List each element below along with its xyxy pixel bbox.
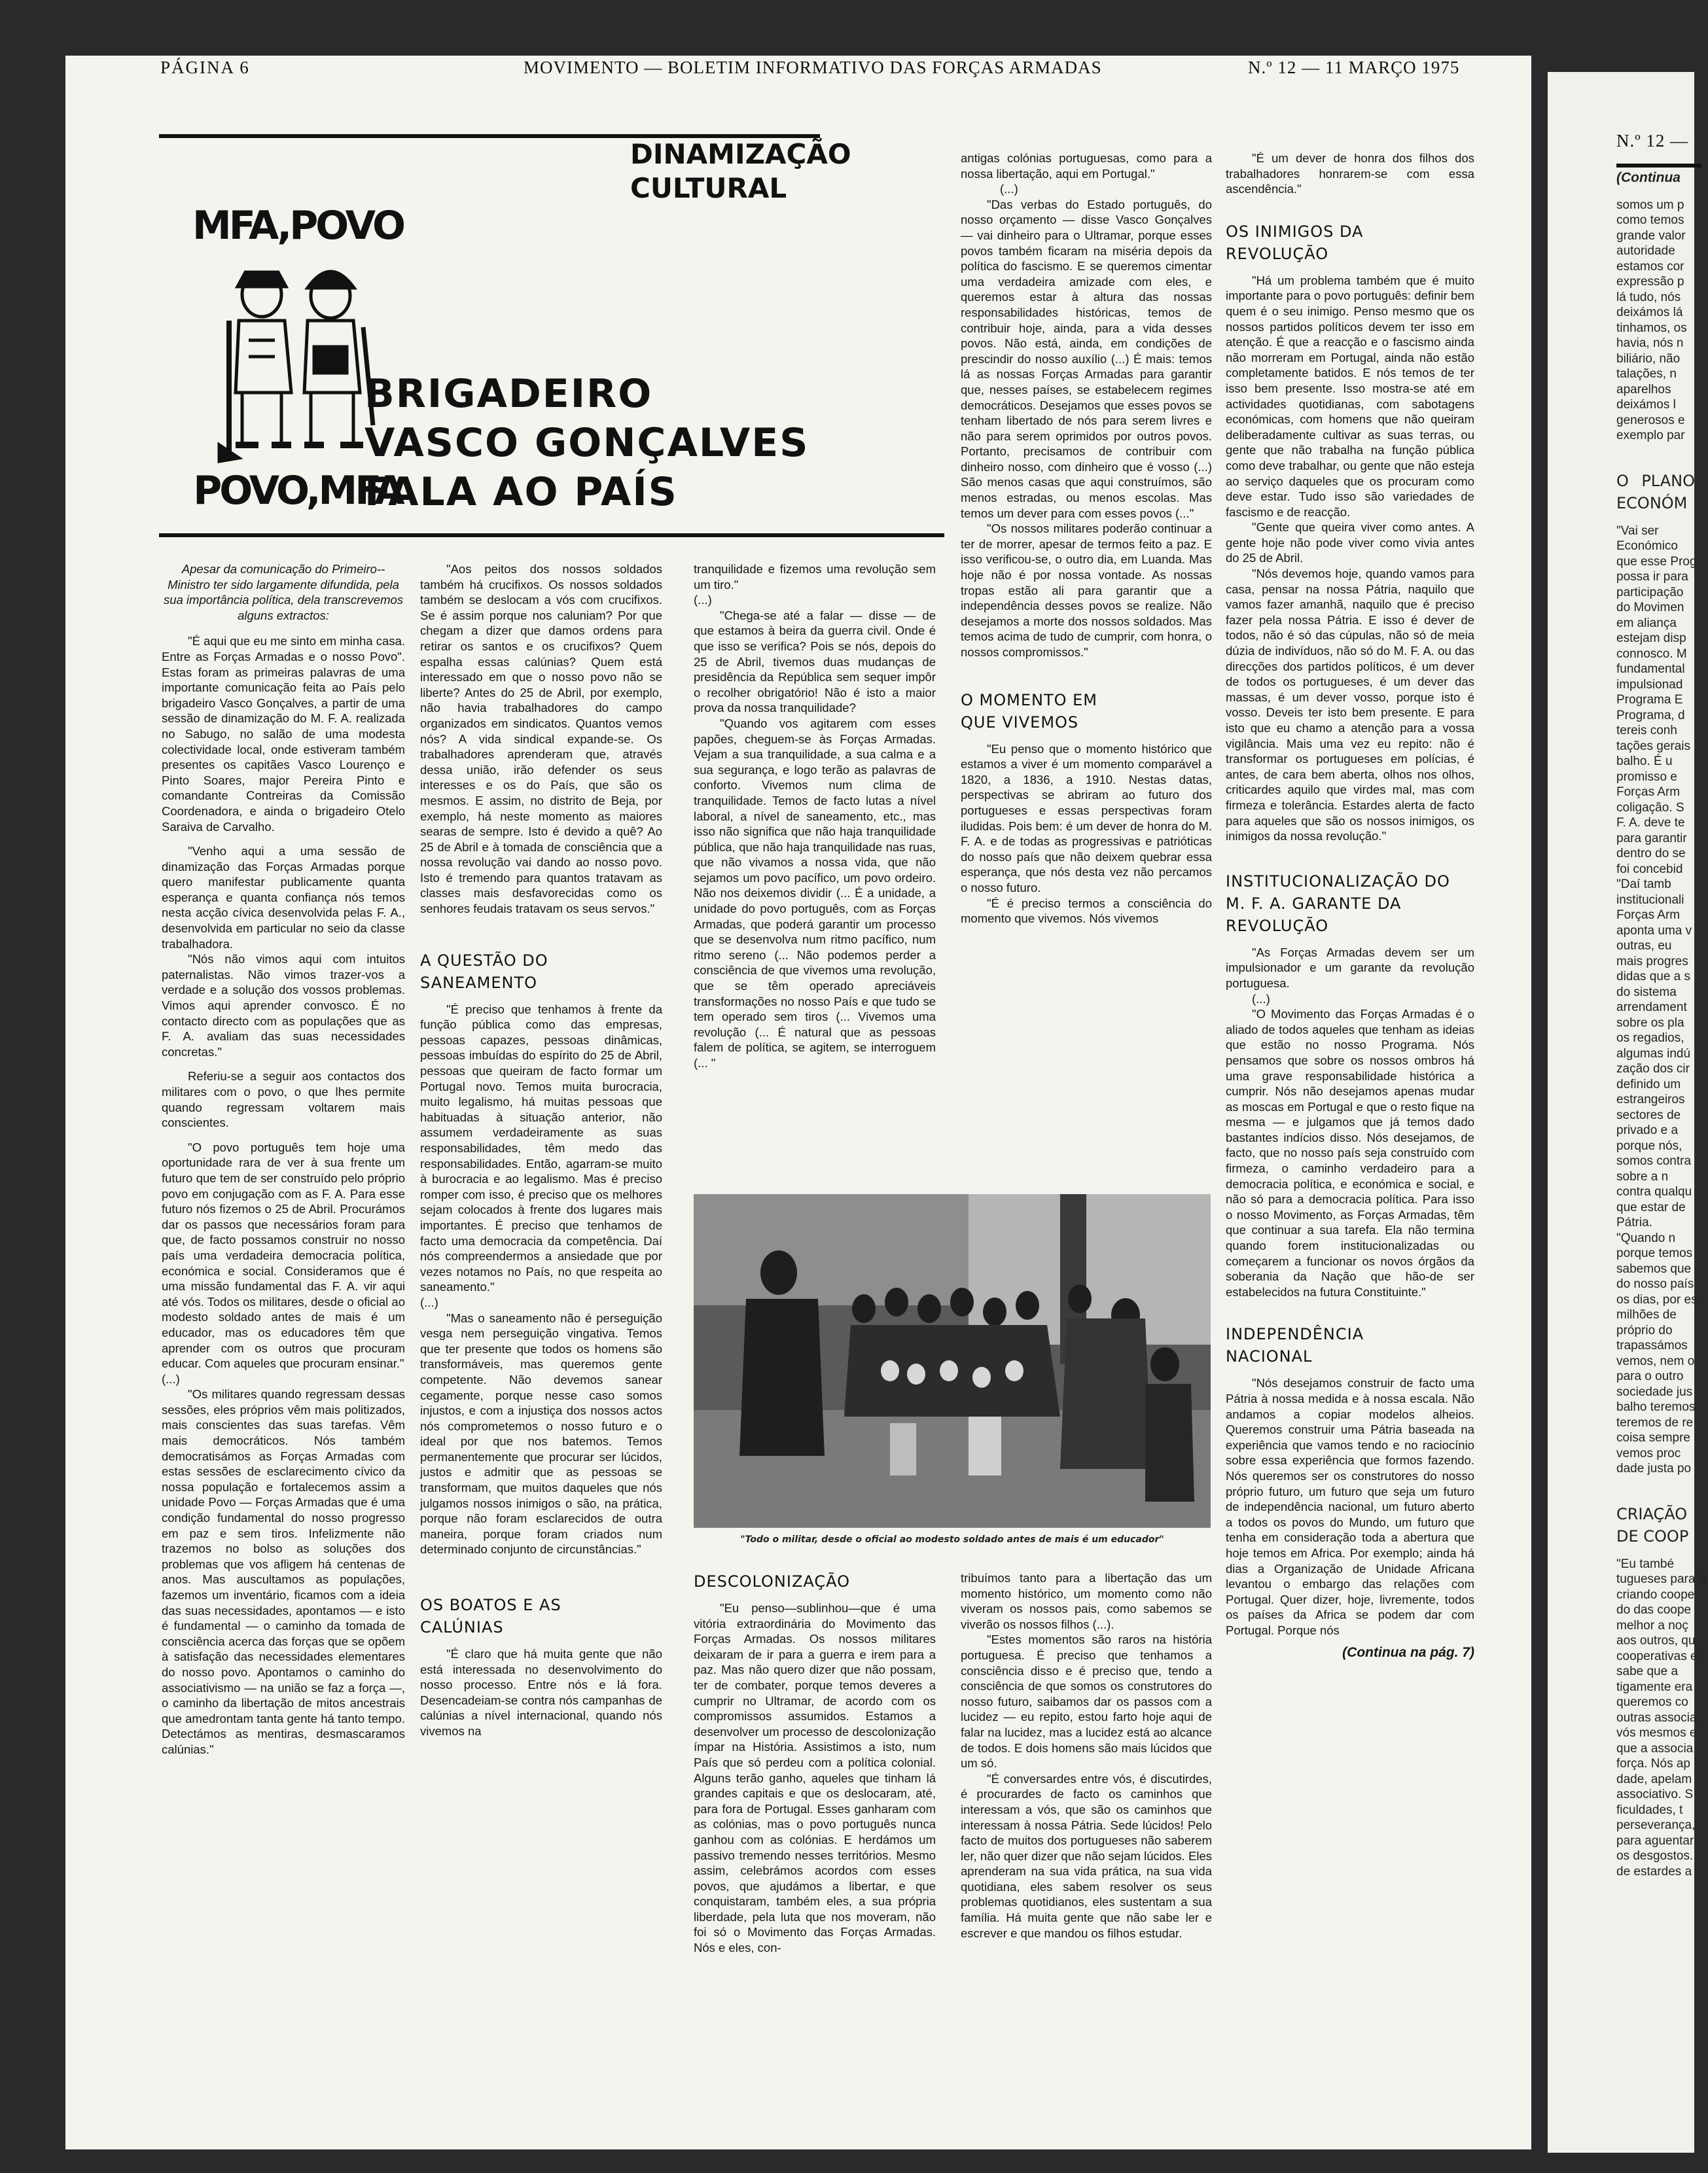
next-page-line: ficuldades, t [1616, 1803, 1683, 1817]
paragraph: "Nós desejamos construir de facto uma Pátria à nossa medida e à nossa escala. Não andamos a copiar modelos alheios. Queremos construir uma Pátria baseada na experiência que vamos tendo e no raciocínio sobre essa experiência que formos fazendo. Nós queremos ser os construtores do nosso próprio futuro, um futuro que seja um futuro de independência nacional, um futuro aberto a todos os povos do Mundo, um futuro que tenha em consideração toda a abertura que hoje temos em Africa. Por exemplo; ainda há dias a Organização de Unidade Africana levantou o embargo das relações com Portugal. Quer dizer, hoje, livremente, todos os países da Africa se podem dar com Portugal. Porque nós [1226, 1376, 1474, 1637]
next-page-continued: (Continua [1616, 170, 1681, 185]
next-page-line: tereis conh [1616, 724, 1677, 737]
article-column-1 [162, 561, 405, 2132]
next-page-line: sectores de [1616, 1108, 1681, 1122]
photo-illustration [694, 1194, 1211, 1528]
issue-date: N.º 12 — 11 MARÇO 1975 [1248, 58, 1460, 77]
next-page-line: para garantir [1616, 831, 1687, 845]
next-page-line: aparelhos [1616, 382, 1671, 397]
subhead-descolonizacao: DESCOLONIZAÇÃO [694, 1572, 851, 1591]
paragraph: "É aqui que eu me sinto em minha casa. Entre as Forças Armadas e o nosso Povo". Estas foram as primeiras palavras de uma importante comunicação feita ao País pelo brigadeiro Vasco Gonçalves, a partir de uma sessão de dinamização do M. F. A. realizada no Sabugo, no salão de uma modesta colectividade local, onde estiveram também presentes os capitães Vasco Lourenço e Pinto Soares, major Pereira Pinto e comandante Contreiras da Comissão Coordenadora, e ainda o brigadeiro Otelo Saraiva de Carvalho. [162, 634, 405, 834]
paragraph: "É conversardes entre vós, é discutirdes, é procurardes de facto os caminhos que interessam a vós, que são os caminhos que interessam à nossa Pátria. Sede lúcidos! Pelo facto de muitos dos portugueses não saberem ler, não quer dizer que não sejam lúcidos. Eles aprenderam na sua vida prática, na sua vida quotidiana, eles sabem resolver os seus problemas quotidianos, eles sustentam a sua família. Há muita gente que não sabe ler e escrever e que mandou os filhos estudar. [961, 1771, 1212, 1940]
next-page-line: os dias, por es [1616, 1292, 1698, 1307]
paragraph: Referiu-se a seguir aos contactos dos militares com o povo, o que lhes permite quando regressam voltarem mais conscientes. [162, 1069, 405, 1130]
logo-top-text: MFA,POVO [192, 203, 403, 249]
next-page-line: estamos cor [1616, 259, 1684, 274]
paragraph: antigas colónias portuguesas, como para a nossa libertação, aqui em Portugal." [961, 151, 1212, 181]
section-label: DINAMIZAÇÃO CULTURAL [630, 138, 851, 204]
logo-bottom-text: POVO,MFA [193, 468, 402, 514]
next-page-line: possa ir para [1616, 570, 1688, 584]
paragraph: (...) [1252, 991, 1270, 1006]
next-page-line: Programa, d [1616, 708, 1685, 722]
next-page-line: queremos co [1616, 1695, 1688, 1709]
next-page-line: autoridade [1616, 244, 1675, 258]
paragraph: "Há um problema também que é muito importante para o povo português: definir bem quem é o seu inimigo. Penso mesmo que os nossos partidos políticos devem ter isso em atenção. É que a reacção e o fascismo ainda não morreram em Portugal, ainda não estão completamente batidos. E nós temos de ter isso bem presente. Isso mostra-se até em actividades quotidianas, com sabotagens económicas, com homens que não queiram deliberadamente cultivar as suas terras, ou gente que não trabalha na função pública como deve trabalhar, ou gente que não esteja ao serviço daqueles que os procuram como deve estar. Tudo isso são variedades de fascismo e de reacção. [1226, 273, 1474, 519]
next-page-line: vemos proc [1616, 1446, 1681, 1460]
paragraph: "Nós devemos hoje, quando vamos para casa, pensar na nossa Pátria, naquilo que vamos fazer amanhã, naquilo que é preciso fazer pela nossa Pátria. E isso é dever de todos, não é só das cúpulas, não só de meia dúzia de indivíduos, não só do M. F. A. ou das direcções dos partidos políticos, é um dever de todos os portugueses, é um dever das massas, é um dever vosso, porque isto é vosso. Deveis ter isto bem presente. E para isto que eu chamo a atenção para a vossa vigilância. Mais uma vez eu repito: não é transformar os portugueses em polícias, é antes, de cara bem aberta, olhos nos olhos, criticardes aquilo que virdes mal, mas com firmeza e tolerância. Estardes alerta de facto para aqueles que são os nossos inimigos, os inimigos da nossa revolução." [1226, 567, 1474, 843]
headline-line-3: FALA AO PAÍS [365, 469, 678, 515]
next-page-line: connosco. M [1616, 646, 1687, 661]
paragraph: "Mas o saneamento não é perseguição vesga nem perseguição vingativa. Temos que ter presente que todos os homens são transformáveis, mas queremos gente competente. Não devemos sanear cegamente, porque nesse caso somos injustos, e com a injustiça dos nossos actos nós comprometemos o nosso futuro e o ideal por que nos batemos. Temos permanentemente que procurar ser lúcidos, justos e admitir que as pessoas se transformam, que muitos daqueles que nós julgamos nossos inimigos o são, na prática, porque não foram esclarecidos de outra maneira, porque foram criados num determinado conjunto de circunstâncias." [420, 1311, 662, 1557]
paragraph: "É preciso que tenhamos à frente da função pública como das empresas, pessoas capazes, pessoas dinâmicas, pessoas imbuídas do espírito do 25 de Abril, pessoas que queiram de facto formar um Portugal novo. Temos muita burocracia, muito legalismo, há muitas pessoas que habituadas à situação anterior, não assumem verdadeiramente as suas responsabilidades, têm medo das responsabilidades. Então, agarram-se muito à burocracia e ao legalismo. Mas é preciso romper com isso, é preciso que os melhores sejam colocados à frente dos lugares mais importantes. É preciso que tenhamos de facto uma democracia da competência. Daí nós compreendermos a ansiedade que por vezes notamos no País, no que respeita ao saneamento." [420, 1002, 662, 1294]
next-page-line: impulsionad [1616, 677, 1683, 692]
next-page-line: Forças Arm [1616, 785, 1681, 799]
next-page-line: os desgostos. [1616, 1849, 1694, 1863]
article-column-4-top [961, 150, 1212, 1204]
next-page-line: próprio do [1616, 1323, 1673, 1337]
paragraph: (...) [694, 593, 712, 607]
next-page-lines [1616, 198, 1708, 444]
paragraph: tribuímos tanto para a libertação das um momento histórico, um momento como não viveram os nossos pais, como sabemos se viverão os nossos filhos (...). [961, 1571, 1212, 1631]
headline-line-1: BRIGADEIRO [365, 371, 653, 417]
next-page-line: balho. É u [1616, 754, 1673, 768]
paragraph: "Quando vos agitarem com esses papões, cheguem-se às Forças Armadas. Vejam a sua tranquilidade, a sua calma e a sua segurança, e logo terão as palavras de conforto. Vivemos num clima de tranquilidade. Temos de facto lutas a nível laboral, a nível de saneamento, etc., mas isso não significa que não haja tranquilidade pública, que não haja tranquilidade nas ruas, que não vivamos a nossa vida, que não sejamos um povo pacífico, um povo ordeiro. Não nos deixemos dividir (... É a unidade, a unidade do povo português, com as Forças Armadas, que poderá garantir um processo que se desenvolva num ritmo pacífico, num ritmo sereno (... Não podemos perder a consciência de que vivemos uma revolução, que se têm operado apreciáveis transformações no nosso País e que tudo se tem operado sem tiros (... Vivemos uma revolução (... É natural que as pessoas falem de política, se agitem, se interroguem (... " [694, 716, 936, 1070]
next-page-line: "Quando n [1616, 1231, 1676, 1245]
next-page-column [1616, 170, 1708, 1879]
next-page-line: somos contra [1616, 1154, 1692, 1168]
next-page-line: teremos de re [1616, 1415, 1694, 1430]
next-page-line: em aliança [1616, 616, 1677, 630]
photo-caption: "Todo o militar, desde o oficial ao modesto soldado antes de mais é um educador" [740, 1534, 1164, 1545]
article-column-3-top [694, 561, 936, 1203]
next-page-line: fundamental [1616, 662, 1685, 676]
next-page-line: tinhamos, os [1616, 321, 1687, 335]
paragraph: "É é preciso termos a consciência do momento que vivemos. Nós vivemos [961, 896, 1212, 926]
next-page-line: outras, eu [1616, 939, 1672, 953]
next-page-line: coligação. S [1616, 800, 1684, 815]
next-page-subhead-plano: O PLANO ECONÓM [1616, 471, 1695, 512]
next-page-line: deixámos lá [1616, 306, 1683, 319]
next-page-lines [1616, 1557, 1708, 1880]
next-page-line: aos outros, qu [1616, 1634, 1696, 1648]
paragraph: "O Movimento das Forças Armadas é o aliado de todos aqueles que tenham as ideias que estão no nosso Programa. Nós pensamos que sobre os nossos ombros há uma grave responsabilidade histórica a cumprir. Nós não desejamos apenas mudar as moscas em Portugal e que o resto fique na mesma — e julgamos que já temos dado bastantes indícios disso. Nós desejamos, de facto, que no nosso país seja construído com firmeza, o caminho verdadeiro para a democracia política, e económica e social, e não só para a democracia política. Para isso o nosso Movimento, as Forças Armadas, têm que continuar a sua tarefa. Ela não termina quando forem institucionalizadas ou começarem a funcionar os novos órgãos da soberania da Nação que hão-de ser estabelecidos na futura Constituinte." [1226, 1007, 1474, 1299]
next-page-line: definido um [1616, 1077, 1681, 1091]
next-page-line: do nosso país [1616, 1277, 1694, 1291]
next-page-line: criando coope [1616, 1587, 1695, 1602]
next-page-line: para o outro [1616, 1369, 1684, 1383]
paragraph: "É claro que há muita gente que não está interessada no desenvolvimento do nosso processo. Entre nós e lá fora. Desencadeiam-se contra nós campanhas de calúnias a nível internacional, quando nós vivemos na [420, 1647, 662, 1738]
next-page-line: Forças Arm [1616, 908, 1681, 922]
article-column-5 [1226, 150, 1474, 2133]
next-page-line: do Movimen [1616, 601, 1684, 614]
next-page-line: estrangeiros [1616, 1093, 1685, 1106]
next-page-line: zação dos cir [1616, 1062, 1690, 1076]
next-page-line: somos um p [1616, 198, 1684, 212]
next-page-line: generosos e [1616, 413, 1685, 427]
next-page-line: como temos [1616, 213, 1684, 227]
next-page-issue: N.º 12 — [1616, 131, 1689, 150]
paragraph: "Venho aqui a uma sessão de dinamização das Forças Armadas porque quero manifestar publicamente quanta esperança e quanta confiança nós temos nesta acção cívica desenvolvida pelas F. A., desenvolvida em particular no seio da classe trabalhadora. [162, 844, 405, 951]
next-page-line: deixámos l [1616, 398, 1676, 412]
subhead-institucionalizacao: INSTITUCIONALIZAÇÃO DO M. F. A. GARANTE DA REVOLUÇÃO [1226, 872, 1450, 935]
next-page-line: lá tudo, nós [1616, 290, 1681, 304]
next-page-line: que esse Prog [1616, 554, 1697, 569]
next-page-line: havia, nós n [1616, 336, 1684, 350]
headline-rule [159, 533, 944, 537]
next-page-line: vós mesmos e [1616, 1726, 1697, 1740]
next-page-line: exemplo par [1616, 429, 1685, 442]
next-page-line: institucionali [1616, 892, 1684, 907]
next-page-edge [1548, 72, 1706, 2153]
next-page-line: privado e a [1616, 1123, 1679, 1137]
intro-paragraph: Apesar da comunicação do Primeiro--Ministro ter sido largamente difundida, pela sua importância política, dela transcrevemos alguns extractos: [163, 562, 404, 622]
next-page-line: sociedade jus [1616, 1385, 1693, 1399]
next-page-line: estejam disp [1616, 631, 1686, 645]
next-page-line: melhor a noç [1616, 1618, 1688, 1633]
next-page-line: Pátria. [1616, 1216, 1652, 1229]
next-page-line: F. A. deve te [1616, 816, 1685, 830]
next-page-line: associativo. S [1616, 1788, 1694, 1801]
next-page-line: balho teremos [1616, 1400, 1696, 1414]
next-page-line: "Vai ser [1616, 523, 1659, 538]
next-page-line: força. Nós ap [1616, 1757, 1690, 1771]
next-page-line: vemos, nem o [1616, 1354, 1695, 1368]
next-page-line: foi concebid [1616, 862, 1683, 876]
subhead-momento: O MOMENTO EM QUE VIVEMOS [961, 690, 1097, 732]
next-page-line: Programa E [1616, 693, 1683, 707]
publication-title: MOVIMENTO — BOLETIM INFORMATIVO DAS FORÇAS ARMADAS [524, 58, 1102, 77]
next-page-line: que estar de [1616, 1200, 1686, 1214]
next-page-line: do das coope [1616, 1603, 1692, 1617]
paragraph: "As Forças Armadas devem ser um impulsionador e um garante da revolução portuguesa. [1226, 945, 1474, 990]
next-page-line: outras associa [1616, 1710, 1697, 1725]
next-page-line: que a associa [1616, 1741, 1694, 1756]
next-page-line: biliário, não [1616, 351, 1681, 366]
next-page-line: sobre os pla [1616, 1016, 1684, 1030]
paragraph: "Chega-se até a falar — disse — de que estamos à beira da guerra civil. Onde é que isso se verifica? Pois se nós, depois do 25 de Abril, tivemos duas mudanças de presidência da República sem sequer impôr o recolher obrigatório! Não é isto a maior prova da nossa tranquilidade? [694, 608, 936, 715]
subhead-boatos: OS BOATOS E AS CALÚNIAS [420, 1596, 561, 1637]
article-column-4-bottom [961, 1570, 1212, 2140]
main-headline [365, 370, 862, 517]
next-page-line: didas que a s [1616, 970, 1691, 983]
article-column-2 [420, 561, 662, 2132]
next-page-subhead-criacao: CRIAÇÃO DE COOP [1616, 1504, 1689, 1546]
next-page-line: promisso e [1616, 769, 1677, 784]
next-page-line: sabe que a [1616, 1665, 1679, 1678]
next-page-line: expressão p [1616, 275, 1684, 289]
next-page-line: "Daí tamb [1616, 877, 1671, 891]
next-page-rule [1616, 164, 1701, 168]
paragraph: "Das verbas do Estado português, do nosso orçamento — disse Vasco Gonçalves — vai dinheiro para o Ultramar, porque esses povos também ficaram na miséria depois da política do fascismo. E se queremos cimentar uma verdadeira amizade com eles, e queremos estar à altura das nossas responsabilidades históricas, temos de contribuir hoje, ainda, para a vida desses povos. Não está, ainda, em condições de prescindir do nosso auxílio (...) É mais: temos lá as nossas Forças Armadas para garantir que, nesses países, se estabelecem regimes democráticos. Desejamos que esses povos se tenham libertado de nós para serem livres e não para serem oprimidos por outros povos. Portanto, precisamos de contribuir com dinheiro nosso, com dinheiro que é vosso (...) São menos casas que aqui construímos, são menos estradas, ou menos escolas. Mas temos um dever para com esses povos (..." [961, 197, 1212, 520]
next-page-line: porque nós, [1616, 1139, 1682, 1153]
next-page-line: dade, apelam [1616, 1772, 1692, 1786]
paragraph: "Os militares quando regressam dessas sessões, eles próprios vêm mais politizados, mais conscientes das suas tarefas. Vêm mais democráticos. Nós também democratisámos as Forças Armadas com estas sessões de esclarecimento cívico da nossa população e fortalecemos assim a unidade Povo — Forças Armadas que é uma condição fundamental do nosso progresso em paz e sem tiros. Infelizmente não trazemos no bolso as soluções dos problemas que vos afligem há centenas de anos. Mas auscultamos as populações, fazemos um inventário, ficamos com a ideia das suas necessidades, apontamos — e isto é fundamental — o caminho da tomada de consciência acerca das forças que se opõem à satisfação das necessidades elementares do nosso povo. Apontamos o caminho do associativismo — na união se faz a força —, o caminho da libertação de mitos ancestrais que amedrontam tanta gente há tanto tempo. Detectámos as mentiras, desmascaramos calúnias." [162, 1387, 405, 1756]
paragraph: (...) [162, 1371, 180, 1386]
next-page-line: grande valor [1616, 228, 1686, 243]
next-page-line: coisa sempre [1616, 1431, 1690, 1445]
paragraph: "Nós não vimos aqui com intuitos paternalistas. Não vimos trazer-vos a verdade e a solução dos vossos problemas. Vimos aqui aprender convosco. É no contacto directo com as populações que as F. A. avaliam das suas necessidades concretas." [162, 952, 405, 1059]
continued-note: (Continua na pág. 7) [1342, 1644, 1474, 1660]
article-column-3-bottom [694, 1570, 936, 2140]
next-page-line: tações gerais [1616, 739, 1691, 753]
subhead-inimigos: OS INIMIGOS DA REVOLUÇÃO [1226, 222, 1364, 263]
paragraph: "Eu penso—sublinhou—que é uma vitória extraordinária do Movimento das Forças Armadas. Os nossos militares deixaram de ir para a guerra e irem para a paz. Mas não quero dizer que não possam, ter de combater, porque temos deveres a cumprir no Ultramar, de acordo com os compromissos assumidos. Estamos a desenvolver um processo de descolonização ímpar na História. Assistimos a isto, num País que só perdeu com a política colonial. Alguns terão ganho, aqueles que tinham lá grandes capitais e que os deslocaram, até, para fora de Portugal. Esses ganharam com as colónias, mas o povo português nunca ganhou com as colónias. E herdámos um passivo tremendo nesses territórios. Mesmo assim, celebrámos acordos com esses povos, que ajudámos a libertar, e que conquistaram, também eles, a sua própria liberdade, pela luta que nos moveram, não foi só o Movimento das Forças Armadas. Nós e eles, con- [694, 1601, 936, 1955]
next-page-line: dentro do se [1616, 847, 1686, 860]
next-page-lines [1616, 523, 1708, 1477]
page-number: PÁGINA 6 [160, 58, 250, 77]
next-page-line: talações, n [1616, 367, 1677, 381]
paragraph: (...) [420, 1295, 438, 1309]
paragraph: "Aos peitos dos nossos soldados também há crucifixos. Os nossos soldados também se deslocam a vós com crucifixos. Se é assim porque nos caluniam? Por que chegam a dizer que damos ordens para retirar os santos e os crucifixos? Quem espalha essas calúnias? Quem está interessado em que o nosso povo não se liberte? Antes do 25 de Abril, por exemplo, não havia trabalhadores do campo organizados em sindicatos. Quantos vemos nós? A vida sindical expande-se. Os trabalhadores aprenderam que, através dessa união, irão defender os seus interesses e os do País, que são os mesmos. E assim, no distrito de Beja, por exemplo, há neste momento as maiores searas de sempre. Isto é devido a quê? Ao 25 de Abril e à tomada de consciência que a nossa revolução vai dando ao nosso povo. Isto é tremendo para quantos tratavam as classes mais desfavorecidas como os senhores feudais tratavam os seus servos." [420, 562, 662, 916]
next-page-line: tigamente era [1616, 1680, 1693, 1694]
headline-line-2: VASCO GONÇALVES [365, 420, 810, 466]
next-page-line: "Eu també [1616, 1557, 1675, 1571]
next-page-line: para aguentar [1616, 1833, 1694, 1848]
paragraph: "O povo português tem hoje uma oportunidade rara de ver à sua frente um futuro que tem de ser construído pelo próprio povo em conjugação com as F. A. Para esse futuro nós fizemos o 25 de Abril. Procurámos dar os passos que necessários foram para que, de facto possamos construir no nosso país uma verdadeira democracia política, económica e social. Consideramos que é uma missão fundamental das F. A. vir aqui até vós. Todos os militares, desde o oficial ao modesto soldado antes de mais é um educador, mas os educadores têm que aprender com os outros que procuram educar. Com aqueles que procuram ensinar." [162, 1140, 405, 1371]
next-page-line: perseverança, [1616, 1818, 1696, 1832]
next-page-line: do sistema [1616, 985, 1677, 999]
next-page-line: trapassámos [1616, 1339, 1688, 1352]
paragraph: "Eu penso que o momento histórico que estamos a viver é um momento comparável a 1820, a 1836, a 1910. Nestas datas, perspectivas se abriram ao futuro dos portugueses e essas perspectivas foram iludidas. Pois bem: é um dever de honra do M. F. A. e de todas as progressivas e patrióticas do nosso país que não deixem quebrar essa esperança, que nós desta vez não percamos o nosso futuro. [961, 741, 1212, 894]
paragraph: "Os nossos militares poderão continuar a ter de morrer, apesar de termos feito a paz. E isso verificou-se, o outro dia, em Luanda. Mas hoje não é por nossa vontade. As nossas tropas estão ali para garantir que a independência desses povos se realize. Não desejamos a morte dos nossos soldados. Mas temos acima de tudo de cumprir, com honra, o nossos compromissos." [961, 521, 1212, 659]
next-page-line: sabemos que [1616, 1262, 1692, 1276]
next-page-line: contra qualqu [1616, 1185, 1692, 1199]
next-page-line: participação [1616, 585, 1684, 599]
paragraph: (...) [1000, 182, 1018, 196]
next-page-line: Económico [1616, 539, 1678, 553]
paragraph: "Estes momentos são raros na história portuguesa. É preciso que tenhamos a consciência disso e é preciso que, tendo a consciência de que somos os construtores do nosso futuro, saibamos dar os passos com a lucidez — eu repito, estou farto hoje aqui de falar na lucidez, mas a lucidez está ao alcance de todos. E dois homens são mais lúcidos que um só. [961, 1633, 1212, 1771]
next-page-line: os regadios, [1616, 1031, 1684, 1045]
subhead-independencia: INDEPENDÊNCIA NACIONAL [1226, 1325, 1364, 1366]
subhead-saneamento: A QUESTÃO DO SANEAMENTO [420, 951, 548, 992]
next-page-line: de estardes a [1616, 1864, 1692, 1879]
paragraph: "É um dever de honra dos filhos dos trabalhadores honrarem-se com essa ascendência." [1226, 151, 1474, 196]
next-page-line: tugueses para o [1616, 1572, 1706, 1586]
next-page-line: arrendament [1616, 1000, 1687, 1014]
next-page-line: sobre a n [1616, 1169, 1669, 1184]
next-page-line: aponta uma v [1616, 923, 1692, 938]
next-page-line: porque temos [1616, 1246, 1693, 1260]
next-page-line: dade justa po [1616, 1462, 1692, 1475]
paragraph: tranquilidade e fizemos uma revolução sem um tiro." [694, 562, 936, 592]
next-page-line: cooperativas e [1616, 1649, 1698, 1663]
paragraph: "Gente que queira viver como antes. A gente hoje não pode viver como vivia antes do 25 de Abril. [1226, 520, 1474, 565]
next-page-line: milhões de [1616, 1308, 1677, 1322]
crowd-photo [694, 1194, 1211, 1528]
next-page-line: mais progres [1616, 954, 1688, 968]
next-page-line: algumas indú [1616, 1046, 1691, 1061]
